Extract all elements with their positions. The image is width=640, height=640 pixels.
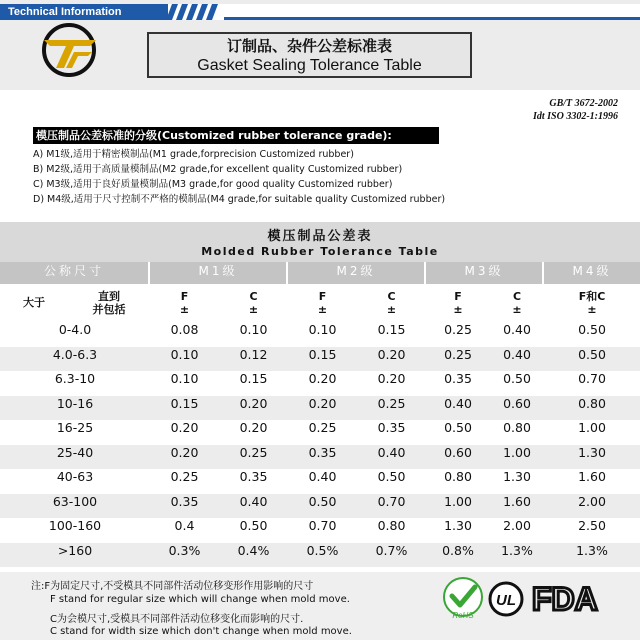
cell-m2-c: 0.7% [375,542,408,558]
cell-m1-f: 0.10 [170,371,199,386]
ul-label: UL [496,592,516,609]
cell-nominal-size: 63-100 [52,493,98,509]
cell-m2-f: 0.15 [308,346,337,362]
cell-nominal-size: 10-16 [56,395,94,411]
rohs-badge-icon [442,576,484,622]
cell-m3-f: 0.40 [444,395,472,411]
cell-m1-f: 0.3% [168,542,201,558]
table-row [0,371,640,396]
table-group-header-row [0,262,640,284]
cell-m1-f: 0.20 [170,420,199,435]
header-stripes [168,4,640,20]
cell-m2-f: 0.5% [306,542,339,558]
cell-m1-c: 0.10 [239,322,268,337]
cell-m4-fc: 1.00 [578,420,606,435]
sub-header-m3-f: F ± [453,290,463,316]
table-row [0,518,640,543]
cell-m2-f: 0.10 [308,322,337,337]
note-f-english: F stand for regular size which will change when mold move. [50,594,350,605]
cell-m2-f: 0.50 [308,493,337,509]
cell-nominal-size: >160 [57,542,93,558]
group-header-m3: M3级 [426,262,544,284]
cell-m1-c: 0.50 [239,518,268,533]
table-row [0,322,640,347]
cell-m1-c: 0.20 [239,420,268,435]
table-row [0,469,640,494]
cell-m2-c: 0.80 [377,518,406,533]
fda-label: FDA [532,581,598,616]
cell-m3-c: 0.40 [503,346,531,362]
cell-nominal-size: 40-63 [56,469,94,484]
cell-nominal-size: 16-25 [56,420,94,435]
cell-m3-f: 0.35 [444,371,472,386]
sub-header-m4-fc: F和C ± [578,290,606,316]
cell-m1-f: 0.10 [170,346,199,362]
cell-m1-f: 0.08 [170,322,199,337]
cell-m4-fc: 1.60 [578,469,606,484]
table-title-chinese: 模压制品公差表 [267,229,373,244]
title-english: Gasket Sealing Tolerance Table [197,57,422,74]
ul-badge-icon [487,580,525,618]
table-row [0,396,640,421]
table-row [0,494,640,519]
group-header-nominal-size: 公称尺寸 [0,262,150,284]
cell-m3-c: 1.3% [501,542,533,558]
group-header-m1: M1级 [150,262,288,284]
cell-m3-c: 0.60 [503,395,531,411]
table-row [0,347,640,372]
cell-m3-f: 0.80 [444,469,472,484]
cell-m2-c: 0.35 [377,420,406,435]
grade-item-m3: C) M3级,适用于良好质量模制品(M3 grade,for good quality Customized rubber) [33,179,393,190]
cell-m3-f: 0.25 [444,322,472,337]
cell-m2-f: 0.40 [308,469,337,484]
grade-item-m1: A) M1级,适用于精密模制品(M1 grade,forprecision Customized rubber) [33,149,354,160]
cell-m1-f: 0.20 [170,444,199,460]
table-title-english: Molded Rubber Tolerance Table [201,245,439,258]
sub-header-m2-f: F ± [317,290,328,316]
cell-m3-c: 0.50 [503,371,531,386]
cell-m2-c: 0.20 [377,346,406,362]
table-heading [0,222,640,262]
cell-m3-f: 1.00 [444,493,472,509]
cell-m2-c: 0.25 [377,395,406,411]
note-f-chinese: 注:F为固定尺寸,不受模具不同部件活动位移变形作用影响的尺寸 [31,581,314,592]
cell-m1-c: 0.12 [239,346,268,362]
cell-m1-c: 0.35 [239,469,268,484]
sub-header-up-to-inclusive: 直到 并包括 [92,290,126,316]
cell-nominal-size: 25-40 [56,444,94,460]
sub-header-m3-c: C ± [512,290,522,316]
cell-m2-c: 0.70 [377,493,406,509]
company-logo [30,22,108,78]
table-row [0,420,640,445]
cell-m2-c: 0.20 [377,371,406,386]
table-sub-header-row [0,286,640,322]
technical-information-tab: Technical Information [0,4,168,20]
cell-m1-f: 0.35 [170,493,199,509]
cell-nominal-size: 100-160 [48,518,102,533]
cell-m1-f: 0.15 [170,395,199,411]
cell-m1-c: 0.4% [237,542,270,558]
sub-header-m1-c: C ± [248,290,259,316]
cell-nominal-size: 0-4.0 [58,322,92,337]
cell-nominal-size: 4.0-6.3 [52,346,98,362]
cell-m1-c: 0.25 [239,444,268,460]
cell-nominal-size: 6.3-10 [54,371,96,386]
cell-m4-fc: 1.30 [578,444,606,460]
sub-header-m1-f: F ± [179,290,190,316]
cell-m1-c: 0.40 [239,493,268,509]
cell-m1-f: 0.4 [174,518,195,533]
cell-m4-fc: 2.00 [578,493,606,509]
cell-m1-f: 0.25 [170,469,199,484]
cell-m4-fc: 0.70 [578,371,606,386]
cell-m2-c: 0.15 [377,322,406,337]
cell-m4-fc: 0.50 [578,322,606,337]
cell-m2-f: 0.20 [308,395,337,411]
cell-m4-fc: 1.3% [576,542,608,558]
cell-m4-fc: 0.50 [578,346,606,362]
cell-m2-c: 0.50 [377,469,406,484]
cell-m2-f: 0.20 [308,371,337,386]
group-header-m4: M4级 [572,264,612,278]
cell-m3-f: 0.8% [442,542,474,558]
cell-m3-f: 1.30 [444,518,472,533]
cell-m3-c: 0.40 [503,322,531,337]
standard-iso: Idt ISO 3302-1:1996 [532,111,618,122]
header-band [0,0,640,90]
cell-m2-c: 0.40 [377,444,406,460]
cell-m4-fc: 0.80 [578,395,606,411]
table-row [0,543,640,568]
cell-m3-c: 0.80 [503,420,531,435]
standard-gb: GB/T 3672-2002 [549,98,618,109]
note-c-chinese: C为会模尺寸,受模具不同部件活动位移变化而影响的尺寸. [50,614,304,625]
cell-m3-c: 2.00 [503,518,531,533]
sub-header-greater-than: 大于 [23,296,45,309]
group-header-m2: M2级 [288,262,426,284]
cell-m2-f: 0.70 [308,518,337,533]
grade-item-m2: B) M2级,适用于高质量模制品(M2 grade,for excellent quality Customized rubber) [33,164,403,175]
cell-m1-c: 0.15 [239,371,268,386]
sub-header-m2-c: C ± [386,290,397,316]
cell-m3-c: 1.60 [503,493,531,509]
fda-logo-icon [530,580,604,616]
cell-m3-f: 0.60 [444,444,472,460]
cell-m3-c: 1.00 [503,444,531,460]
grade-item-m4: D) M4级,适用于尺寸控制不严格的模制品(M4 grade,for suitable quality Customized rubber) [33,194,446,205]
title-box [147,32,472,78]
footer-notes [0,572,640,640]
cell-m1-c: 0.20 [239,395,268,411]
cell-m2-f: 0.25 [308,420,337,435]
note-c-english: C stand for width size which don't change when mold move. [50,626,352,637]
cell-m4-fc: 2.50 [578,518,606,533]
table-row [0,445,640,470]
cell-m3-f: 0.25 [444,346,472,362]
grade-title: 模压制品公差标准的分级(Customized rubber tolerance grade): [33,127,439,144]
cell-m3-f: 0.50 [444,420,472,435]
cell-m2-f: 0.35 [308,444,337,460]
rohs-label: RoHS [452,611,474,620]
title-chinese: 订制品、杂件公差标准表 [226,37,392,55]
cell-m3-c: 1.30 [503,469,531,484]
